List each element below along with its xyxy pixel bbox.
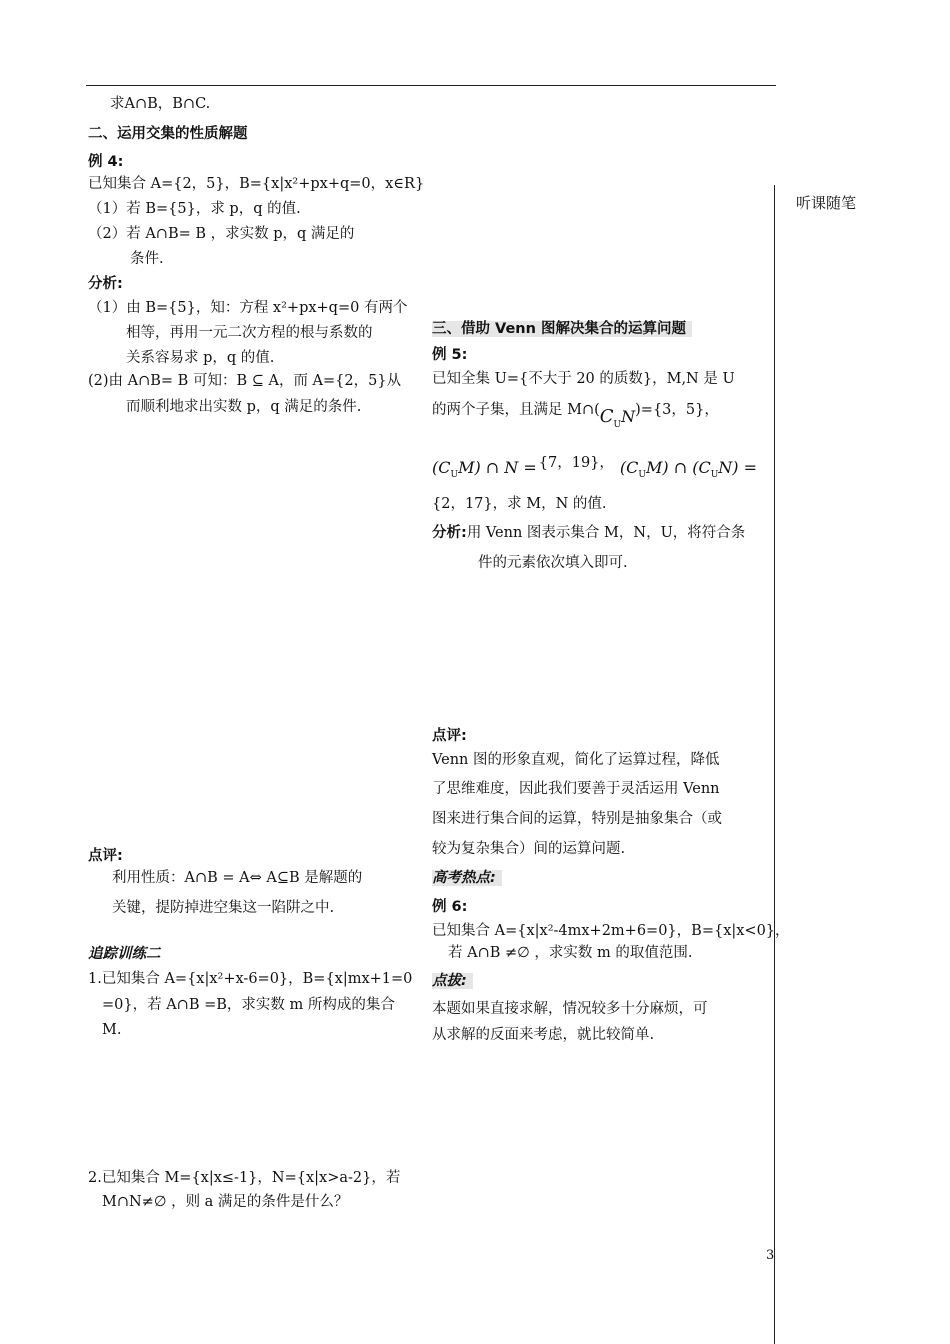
example-4-q2: （2）若 A∩B= B ，求实数 p，q 满足的 xyxy=(88,226,355,242)
practice-2-cont: M∩N≠∅ ，则 a 满足的条件是什么？ xyxy=(102,1194,349,1210)
expr-1-sub: U xyxy=(450,470,459,480)
line-2-text: 的两个子集，且满足 M∩( xyxy=(432,402,600,418)
margin-rule xyxy=(774,185,775,1344)
practice-1: 1.已知集合 A={x|x²+x-6=0}，B={x|mx+1=0 xyxy=(88,971,413,987)
analysis-1: （1）由 B={5}，知：方程 x²+px+q=0 有两个 xyxy=(88,300,408,316)
expr-1-value: {7，19}， xyxy=(538,455,614,471)
comment-text: 利用性质：A∩B = A⇔ A⊆B 是解题的 xyxy=(112,870,363,886)
tip-label: 点拔: xyxy=(432,973,473,989)
example-4-q2-cont: 条件. xyxy=(130,251,164,267)
side-note: 听课随笔 xyxy=(796,194,857,212)
expr-2-mid: M) ∩ (C xyxy=(646,458,711,477)
comment-3-line-1: Venn 图的形象直观，简化了运算过程，降低 xyxy=(432,752,720,768)
analysis-1-cont2: 关系容易求 p，q 的值. xyxy=(126,350,275,366)
header-rule xyxy=(86,85,776,86)
practice-1-cont: =0}，若 A∩B =B，求实数 m 所构成的集合 xyxy=(102,997,395,1013)
section-2-heading: 二、运用交集的性质解题 xyxy=(88,126,248,142)
analysis-1-cont: 相等，再用一元二次方程的根与系数的 xyxy=(126,325,373,341)
practice-1-cont2: M. xyxy=(102,1022,122,1038)
analysis-3-label: 分析: xyxy=(432,525,467,541)
analysis-3-cont: 件的元素依次填入即可. xyxy=(478,555,628,571)
analysis-2-cont: 而顺利地求出实数 p，q 满足的条件. xyxy=(126,399,362,415)
comment-text-cont: 关键，提防掉进空集这一陷阱之中. xyxy=(112,900,335,916)
example-4-statement: 已知集合 A={2，5}，B={x|x²+px+q=0，x∈R} xyxy=(88,176,425,192)
comment-3-line-2: 了思维难度，因此我们要善于灵活运用 Venn xyxy=(432,781,720,797)
analysis-3-text: 用 Venn 图表示集合 M，N，U，将符合条 xyxy=(466,525,746,541)
example-4-q1: （1）若 B={5}，求 p，q 的值. xyxy=(88,201,301,217)
expr-2-end: N) = xyxy=(718,458,758,477)
section-3-heading-text: 三、借助 Venn 图解决集合的运算问题 xyxy=(432,321,692,337)
complement-sub: U xyxy=(613,420,622,430)
example-5-line-1: 已知全集 U={不大于 20 的质数}，M,N 是 U xyxy=(432,371,735,387)
tip-line-2: 从求解的反面来考虑，就比较简单. xyxy=(432,1027,655,1043)
comment-3-label: 点评: xyxy=(432,728,467,744)
expr-1-body: M) ∩ N = xyxy=(458,458,537,477)
hot-topic-heading xyxy=(432,870,502,887)
carryover-line: 求A∩B，B∩C. xyxy=(110,96,211,112)
set-n: N xyxy=(621,407,636,426)
page-number: 3 xyxy=(766,1248,775,1263)
comment-3-line-4: 较为复杂集合）间的运算问题. xyxy=(432,841,626,857)
expr-2-sub: U xyxy=(638,470,646,480)
example-4-label: 例 4: xyxy=(88,154,124,170)
example-6-statement: 已知集合 A={x|x²-4mx+2m+6=0}，B={x|x<0}， xyxy=(432,923,790,939)
analysis-3 xyxy=(432,525,745,542)
line-2-tail: )={3，5}， xyxy=(635,402,719,418)
example-6-statement-cont: 若 A∩B ≠∅ ，求实数 m 的取值范围. xyxy=(448,945,693,961)
complement-symbol: C xyxy=(599,406,614,427)
expr-2-sub2: U xyxy=(710,470,719,480)
analysis-label: 分析: xyxy=(88,276,123,292)
tracking-heading: 追踪训练二 xyxy=(88,946,161,962)
expr-1-open: (C xyxy=(432,458,451,477)
tip-line-1: 本题如果直接求解，情况较多十分麻烦，可 xyxy=(432,1001,708,1017)
analysis-2: (2)由 A∩B= B 可知：B ⊆ A，而 A={2，5}从 xyxy=(88,373,402,389)
example-6-label: 例 6: xyxy=(432,899,468,915)
section-3-heading xyxy=(432,321,692,338)
comment-3-line-3: 图来进行集合间的运算，特别是抽象集合（或 xyxy=(432,811,722,827)
example-5-label: 例 5: xyxy=(432,347,468,363)
example-5-line-4: {2，17}，求 M，N 的值. xyxy=(432,496,607,512)
tip-heading xyxy=(432,973,473,990)
example-5-line-2 xyxy=(432,398,719,430)
hot-topic-label: 高考热点: xyxy=(432,870,502,886)
practice-2: 2.已知集合 M={x|x≤-1}，N={x|x>a-2}，若 xyxy=(88,1170,401,1186)
expr-2-open: (C xyxy=(619,458,639,477)
comment-label: 点评: xyxy=(88,848,123,864)
example-5-line-3 xyxy=(432,452,758,480)
